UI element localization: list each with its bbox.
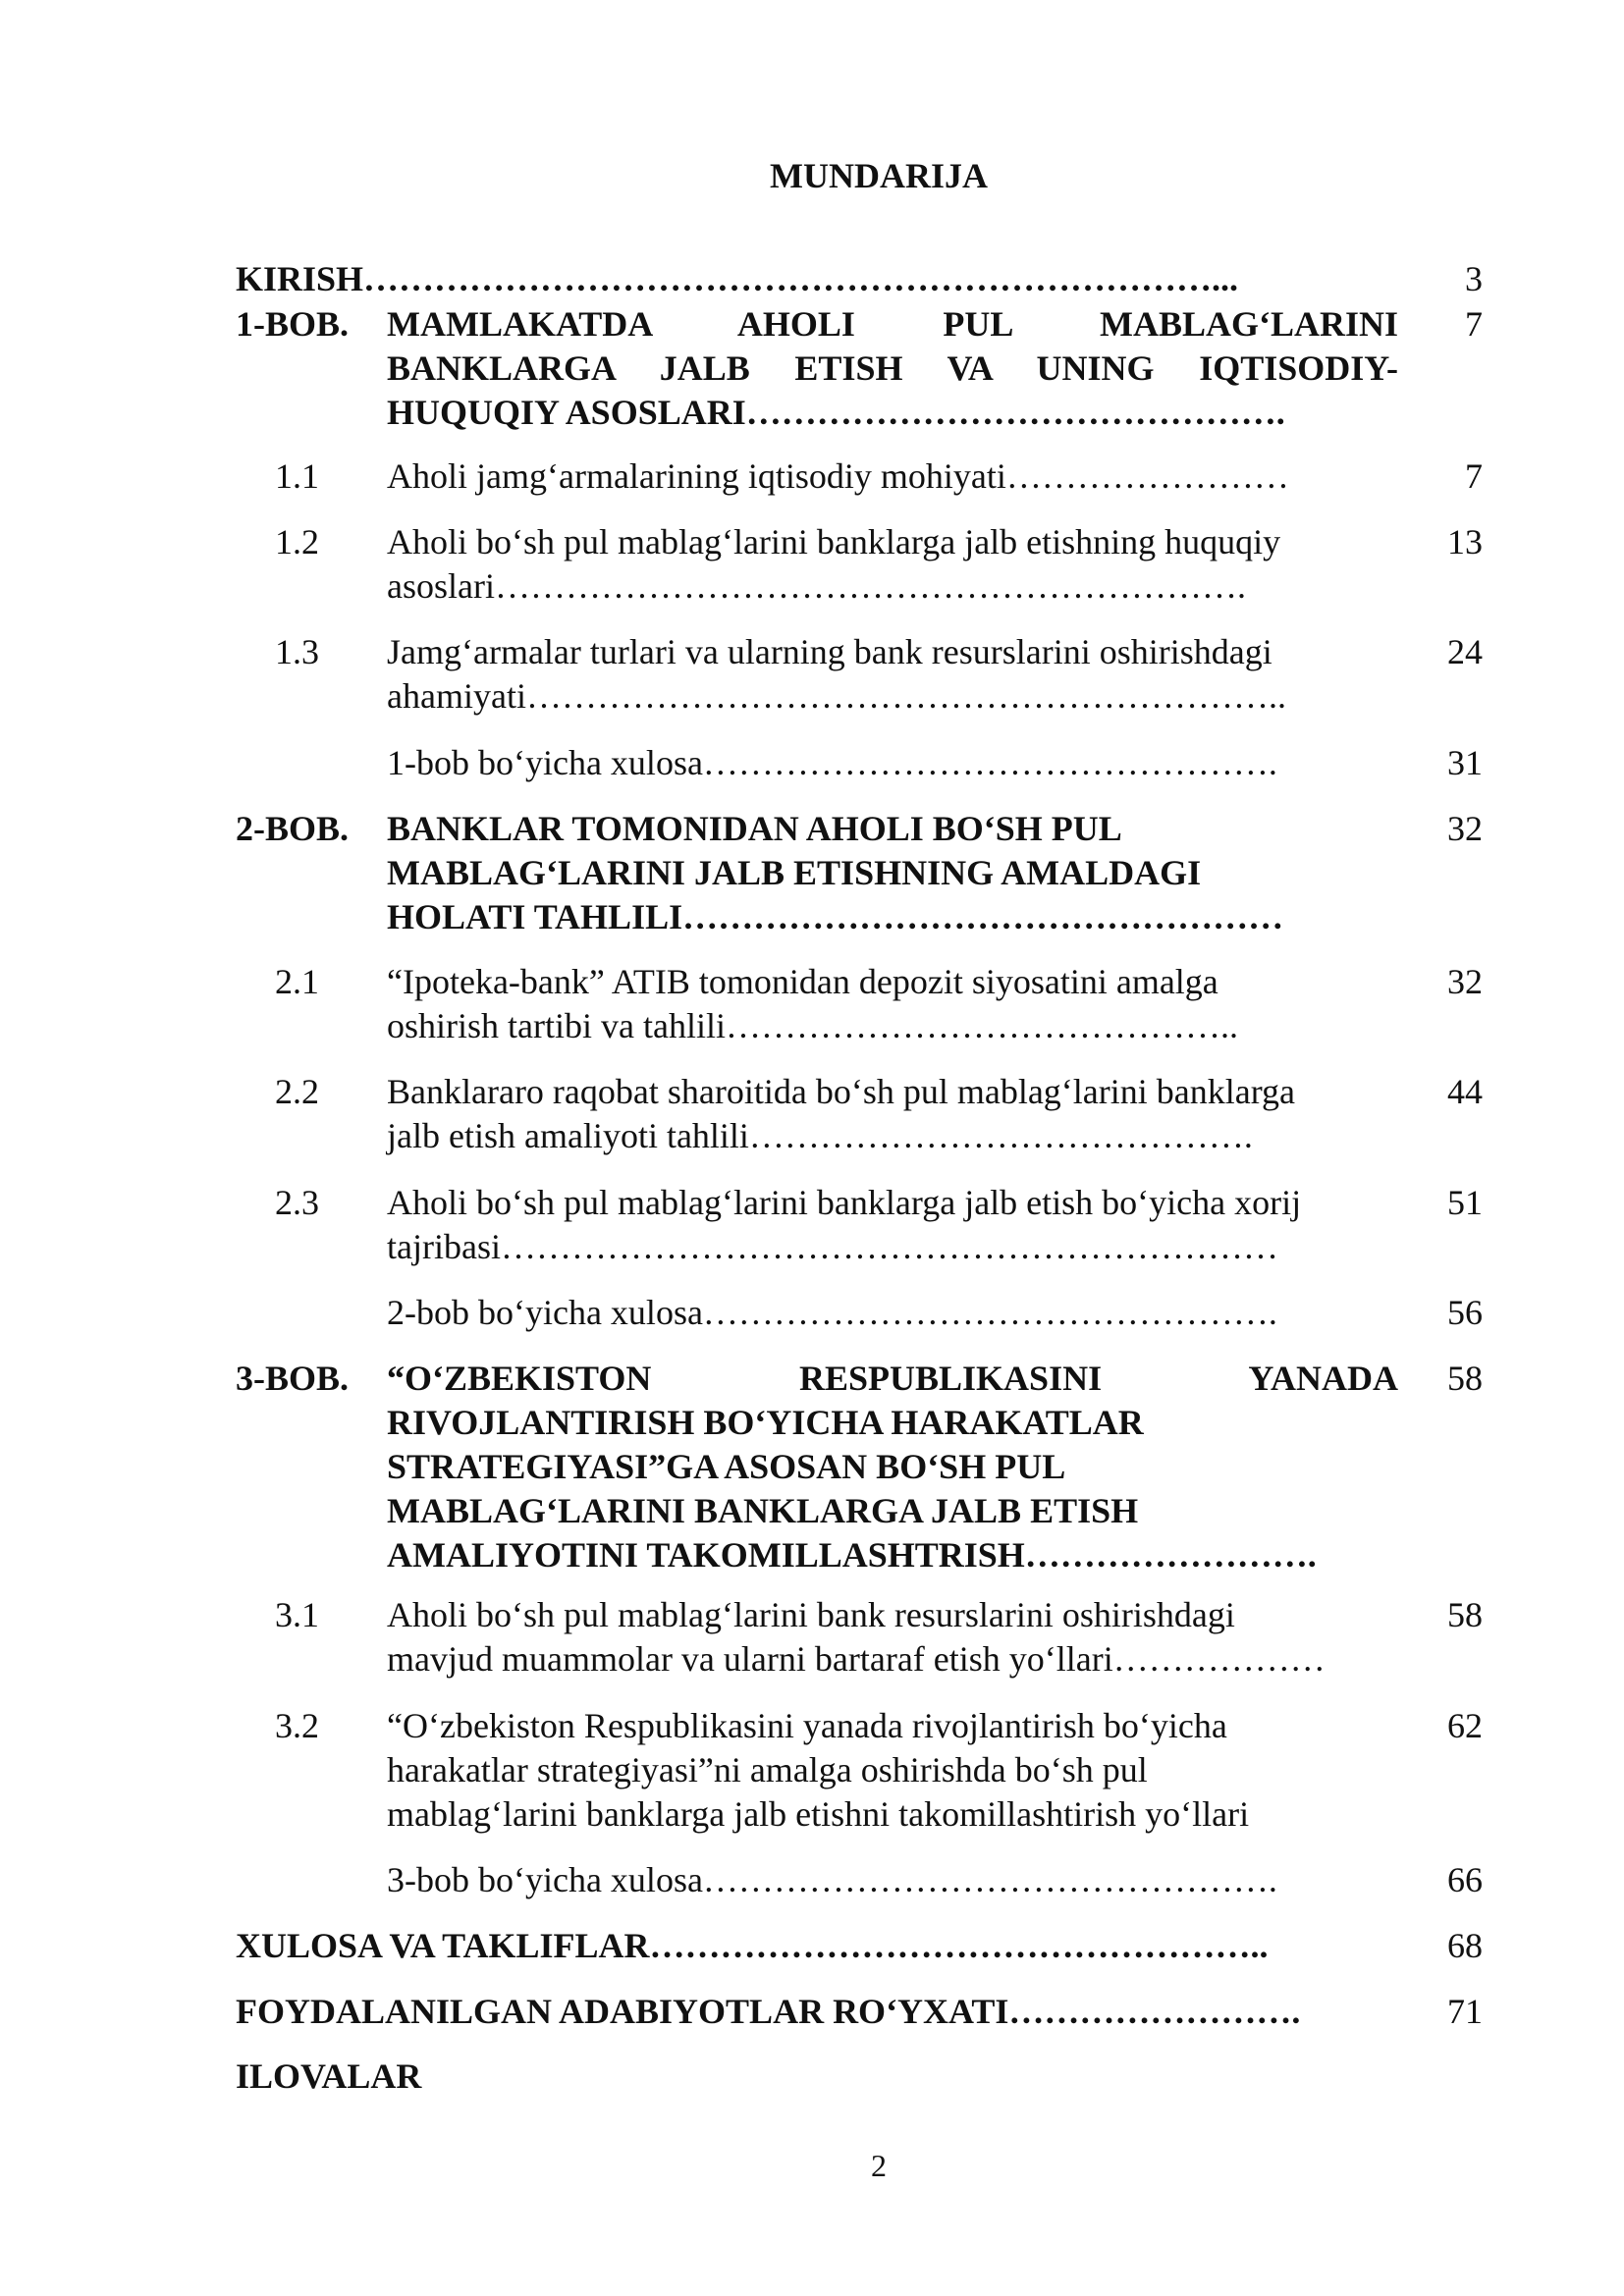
section-number: 2.2 — [275, 1072, 319, 1111]
page-ref: 3 — [1465, 259, 1483, 298]
section-number: 3.2 — [275, 1706, 319, 1745]
section-number: 3.1 — [275, 1595, 319, 1634]
section-number: 2.1 — [275, 962, 319, 1001]
toc-title: MUNDARIJA — [770, 156, 988, 195]
toc-entry-title: tajribasi………………………………………………………… — [387, 1227, 1278, 1266]
toc-entry-title: RIVOJLANTIRISH BO‘YICHA HARAKATLAR — [387, 1403, 1144, 1442]
toc-entry-title: STRATEGIYASI”GA ASOSAN BO‘SH PUL — [387, 1447, 1066, 1486]
toc-entry-title: “O‘ZBEKISTON RESPUBLIKASINI YANADA — [387, 1359, 1398, 1398]
chapter-label: 3-BOB. — [236, 1359, 350, 1398]
toc-entry-title: asoslari………………………………………………………. — [387, 566, 1246, 606]
page-ref: 32 — [1447, 809, 1483, 848]
page-ref: 13 — [1447, 522, 1483, 561]
toc-entry-title: jalb etish amaliyoti tahlili……………………………………. — [387, 1116, 1253, 1155]
page-ref: 68 — [1447, 1926, 1483, 1965]
toc-entry-title: BANKLARGA JALB ETISH VA UNING IQTISODIY- — [387, 348, 1398, 388]
toc-entry-title: AMALIYOTINI TAKOMILLASHTRISH……………………. — [387, 1535, 1317, 1575]
toc-entry-title: HOLATI TAHLILI…………………………………………… — [387, 897, 1284, 936]
toc-entry-title: Jamg‘armalar turlari va ularning bank resurslarini oshirishdagi — [387, 632, 1272, 671]
toc-entry-title: Aholi bo‘sh pul mablag‘larini banklarga jalb etish bo‘yicha xorij — [387, 1183, 1302, 1222]
toc-entry-title: Aholi bo‘sh pul mablag‘larini banklarga jalb etishning huquqiy — [387, 522, 1281, 561]
chapter-label: 1-BOB. — [236, 304, 350, 344]
toc-entry-title: Aholi jamg‘armalarining iqtisodiy mohiyati…………………… — [387, 456, 1289, 496]
page-ref: 71 — [1447, 1992, 1483, 2031]
page-ref: 24 — [1447, 632, 1483, 671]
toc-entry-title: Aholi bo‘sh pul mablag‘larini bank resurslarini oshirishdagi — [387, 1595, 1235, 1634]
page-ref: 58 — [1447, 1359, 1483, 1398]
page-number: 2 — [871, 2148, 887, 2183]
section-number: 1.2 — [275, 522, 319, 561]
page-ref: 62 — [1447, 1706, 1483, 1745]
toc-entry-title: ILOVALAR — [236, 2056, 422, 2096]
toc-entry-title: Banklararo raqobat sharoitida bo‘sh pul mablag‘larini banklarga — [387, 1072, 1296, 1111]
toc-entry-title: mavjud muammolar va ularni bartaraf etish yo‘llari……………… — [387, 1639, 1326, 1679]
page-ref: 7 — [1465, 456, 1483, 496]
toc-entry-title: XULOSA VA TAKLIFLAR…………………………………………….. — [236, 1926, 1269, 1965]
page-ref: 66 — [1447, 1860, 1483, 1899]
section-number: 2.3 — [275, 1183, 319, 1222]
section-number: 1.3 — [275, 632, 319, 671]
page-ref: 51 — [1447, 1183, 1483, 1222]
toc-entry-title: KIRISH………………………………………………………………... — [236, 259, 1239, 298]
toc-entry-title: “O‘zbekiston Respublikasini yanada rivojlantirish bo‘yicha — [387, 1706, 1227, 1745]
toc-entry-title: MABLAG‘LARINI BANKLARGA JALB ETISH — [387, 1491, 1139, 1530]
page-ref: 31 — [1447, 743, 1483, 782]
toc-entry-title: 3-bob bo‘yicha xulosa…………………………………………. — [387, 1860, 1277, 1899]
section-number: 1.1 — [275, 456, 319, 496]
toc-entry-title: MAMLAKATDA AHOLI PUL MABLAG‘LARINI — [387, 304, 1398, 344]
toc-entry-title: 2-bob bo‘yicha xulosa…………………………………………. — [387, 1293, 1277, 1332]
page-ref: 56 — [1447, 1293, 1483, 1332]
page-ref: 32 — [1447, 962, 1483, 1001]
toc-entry-title: MABLAG‘LARINI JALB ETISHNING AMALDAGI — [387, 853, 1202, 892]
toc-entry-title: FOYDALANILGAN ADABIYOTLAR RO‘YXATI……………………. — [236, 1992, 1301, 2031]
toc-entry-title: 1-bob bo‘yicha xulosa…………………………………………. — [387, 743, 1277, 782]
page-ref: 58 — [1447, 1595, 1483, 1634]
toc-entry-title: ahamiyati……………………………………………………….. — [387, 676, 1286, 716]
toc-entry-title: mablag‘larini banklarga jalb etishni takomillashtirish yo‘llari — [387, 1794, 1250, 1834]
toc-entry-title: HUQUQIY ASOSLARI………………………………………. — [387, 393, 1285, 432]
toc-entry-title: oshirish tartibi va tahlili…………………………………….. — [387, 1006, 1238, 1045]
toc-entry-title: “Ipoteka-bank” ATIB tomonidan depozit siyosatini amalga — [387, 962, 1218, 1001]
toc-entry-title: BANKLAR TOMONIDAN AHOLI BO‘SH PUL — [387, 809, 1122, 848]
toc-entry-title: harakatlar strategiyasi”ni amalga oshirishda bo‘sh pul — [387, 1750, 1148, 1789]
chapter-label: 2-BOB. — [236, 809, 350, 848]
page-ref: 7 — [1465, 304, 1483, 344]
page-ref: 44 — [1447, 1072, 1483, 1111]
